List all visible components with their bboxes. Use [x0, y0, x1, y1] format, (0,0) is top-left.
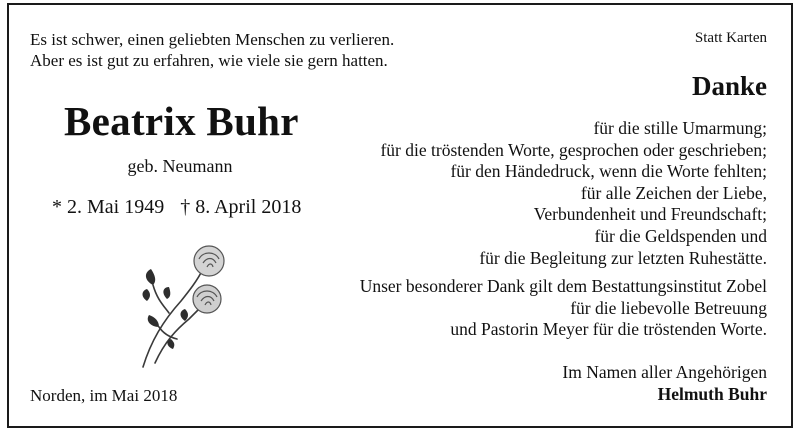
- thanks-line: für die tröstenden Worte, gesprochen oder geschrieben;: [380, 139, 767, 160]
- thanks-line: für die Geldspenden und: [594, 225, 767, 246]
- thanks-line: für alle Zeichen der Liebe,: [580, 182, 767, 203]
- danke-heading: Danke: [691, 71, 767, 101]
- closing-block: [562, 362, 767, 405]
- thanks-line: für die stille Umarmung;: [593, 118, 767, 138]
- quote-line-2: Aber es ist gut zu erfahren, wie viele sie gern hatten.: [30, 51, 388, 70]
- special-thanks: [360, 276, 767, 341]
- deceased-name: Beatrix Buhr: [64, 98, 299, 144]
- obituary-notice: [7, 3, 793, 428]
- special-thanks-line: und Pastorin Meyer für die tröstenden Worte.: [450, 319, 767, 340]
- special-thanks-line: für die liebevolle Betreuung: [570, 297, 767, 318]
- special-thanks-line: Unser besonderer Dank gilt dem Bestattungsinstitut Zobel: [359, 276, 767, 296]
- death-date: † 8. April 2018: [180, 196, 302, 218]
- maiden-name: geb. Neumann: [127, 156, 233, 176]
- thanks-list: [380, 118, 767, 269]
- life-dates: [52, 196, 301, 219]
- closing-line: Im Namen aller Angehörigen: [562, 362, 767, 382]
- thanks-line: für die Begleitung zur letzten Ruhestätte.: [479, 247, 767, 268]
- signature: Helmuth Buhr: [657, 383, 767, 404]
- rose-icon: [129, 241, 234, 376]
- opening-quote: [30, 29, 394, 71]
- place-date: Norden, im Mai 2018: [30, 386, 178, 405]
- quote-line-1: Es ist schwer, einen geliebten Menschen zu verlieren.: [30, 30, 395, 49]
- thanks-line: Verbundenheit und Freundschaft;: [533, 204, 767, 225]
- birth-date: * 2. Mai 1949: [52, 196, 165, 218]
- thanks-line: für den Händedruck, wenn die Worte fehlten;: [450, 161, 767, 182]
- statt-karten-label: Statt Karten: [694, 30, 767, 46]
